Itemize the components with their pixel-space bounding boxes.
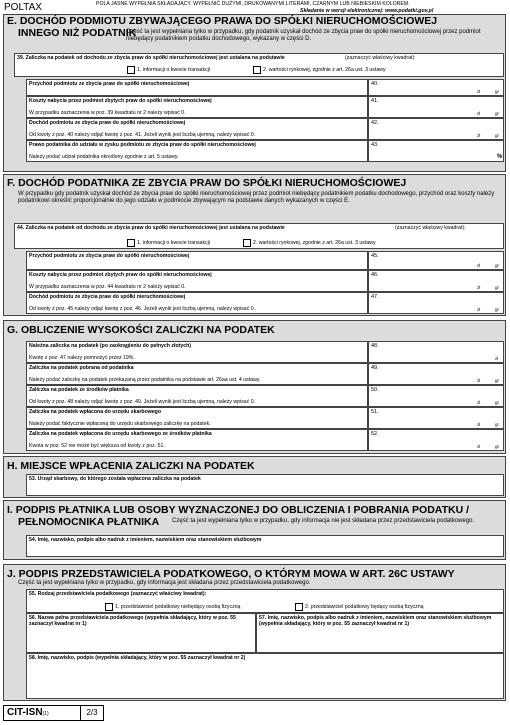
- field-47[interactable]: 47. zł gr: [368, 292, 504, 314]
- form-code: CIT-ISN(1): [3, 705, 81, 721]
- field-57[interactable]: 57. Imię, nazwisko, podpis albo nadruk z imieniem, nazwiskiem oraz stanowiskiem służbowym (wypełnia składający, który w poz. 55 zaznaczył kwadrat nr 1): [256, 613, 504, 653]
- field-40-label-box: Przychód podmiotu ze zbycia praw do spółki nieruchomościowej: [26, 79, 368, 96]
- field-45[interactable]: 45. zł gr: [368, 251, 504, 270]
- section-j-title: J. PODPIS PRZEDSTAWICIELA PODATKOWEGO, O KTÓRYM MOWA W ART. 26C USTAWY: [7, 568, 455, 580]
- field-42[interactable]: 42. zł gr: [368, 118, 504, 140]
- section-g: G. OBLICZENIE WYSOKOŚCI ZALICZKI NA PODATEK Należna zaliczka na podatek (po zaokrągleniu do pełnych złotych) Kwotę z poz. 47 należy pomnożyć przez 19%. 48. zł Zaliczka na podatek pobrana od podatnika Należy podać zaliczkę na podatek przekazaną przez podatnika na podstawie art. 26aa ust. 4 ustawy. 49. zł gr Zaliczka na podatek ze środków płatnika Od kwoty z poz. 48 należy odjąć kwotę z poz. 49. Jeżeli wynik jest liczbą ujemną, należy wpisać 0. 50. zł gr Zaliczka na podatek wpłacona do urzędu skarbowego Należy podać faktycznie wpłaconą do urzędu skarbowego zaliczkę na podatek. 51. zł gr Zaliczka na podatek wpłacona do urzędu skarbowego ze środków płatnika Kwota w poz. 52 nie może być większa od kwoty z poz. 51. 52. zł gr: [3, 320, 506, 454]
- field-46-label-box: Koszty nabycia przez podmiot zbytych praw do spółki nieruchomościowej W przypadku zaznaczenia w poz. 44 kwadratu nr 2 należy wpisać 0.: [26, 270, 368, 292]
- section-e-desc: Część ta jest wypełniana tylko w przypadku, gdy podatnik uzyskał dochód ze zbycia praw do spółki nieruchomościowej przez podmiot niebędący podatnikiem podatku dochodowego, wykazany w części D.: [126, 29, 481, 43]
- field-50[interactable]: 50. zł gr: [368, 385, 504, 407]
- field-41[interactable]: 41. zł gr: [368, 96, 504, 118]
- field-55: 55. Rodzaj przedstawiciela podatkowego (zaznaczyć właściwy kwadrat): 1. przedstawiciel podatkowy niebędący osobą fizyczną 2. przedstawiciel podatkowy będący osobą fizyczną: [26, 589, 504, 613]
- field-46[interactable]: 46. zł gr: [368, 270, 504, 292]
- field-42-label-box: Dochód podmiotu ze zbycia praw do spółki nieruchomościowej Od kwoty z poz. 40 należy odjąć kwotę z poz. 41. Jeżeli wynik jest liczbą ujemną, należy wpisać 0.: [26, 118, 368, 140]
- section-i-title: I. PODPIS PŁATNIKA LUB OSOBY WYZNACZONEJ DO OBLICZENIA I POBRANIA PODATKU /: [7, 504, 470, 516]
- section-e-title2: INNEGO NIŻ PODATNIK: [18, 27, 137, 39]
- field-54[interactable]: 54. Imię, nazwisko, podpis albo nadruk z imieniem, nazwiskiem oraz stanowiskiem służbowym: [26, 535, 504, 557]
- field-47-label-box: Dochód podmiotu ze zbycia praw do spółki nieruchomościowej Od kwoty z poz. 45 należy odjąć kwotę z poz. 46. Jeżeli wynik jest liczbą ujemną, należy wpisać 0.: [26, 292, 368, 314]
- field-39-label: 39. Zaliczka na podatek od dochodu ze zbycia praw do spółki nieruchomościowej jest ustalana na podstawie: [17, 55, 285, 61]
- section-f-title: F. DOCHÓD PODATNIKA ZE ZBYCIA PRAW DO SPÓŁKI NIERUCHOMOŚCIOWEJ: [7, 177, 407, 189]
- section-h: [3, 456, 506, 498]
- checkbox-39-2[interactable]: [253, 66, 261, 74]
- field-52[interactable]: 52. zł gr: [368, 429, 504, 451]
- section-e: [3, 14, 506, 172]
- header-note-electronic: Składanie w wersji elektronicznej: www.podatki.gov.pl: [300, 8, 434, 14]
- page-number: 2/3: [80, 705, 104, 721]
- checkbox-44-2[interactable]: [243, 239, 251, 247]
- section-i-desc: Część ta jest wypełniana tylko w przypadku, gdy informacja nie jest składana przez przedstawiciela podatkowego.: [172, 518, 475, 524]
- field-39: 39. Zaliczka na podatek od dochodu ze zbycia praw do spółki nieruchomościowej jest ustalana na podstawie (zaznaczyć właściwy kwadrat): 1. informacji o kwocie transakcji 2. wartości rynkowej, zgodnie z art. 26a ust. 3 ustawy: [14, 53, 504, 77]
- field-56[interactable]: 56. Nazwa pełna przedstawiciela podatkowego (wypełnia składający, który w poz. 55 zaznaczył kwadrat nr 1): [26, 613, 256, 653]
- section-f: [3, 174, 506, 316]
- section-j: [3, 564, 506, 701]
- header-note: POLA JASNE WYPEŁNIA SKŁADAJĄCY. WYPEŁNIĆ DUŻYMI, DRUKOWANYMI LITERAMI, CZARNYM LUB NIEBIESKIM KOLOREM.: [96, 1, 410, 7]
- field-45-label-box: Przychód podmiotu ze zbycia praw do spółki nieruchomościowej: [26, 251, 368, 270]
- checkbox-55-2[interactable]: [295, 603, 303, 611]
- section-i: [3, 500, 506, 560]
- field-41-label-box: Koszty nabycia przez podmiot zbytych praw do spółki nieruchomościowej W przypadku zaznaczenia w poz. 39 kwadratu nr 2 należy wpisać 0.: [26, 96, 368, 118]
- checkbox-39-1[interactable]: [127, 66, 135, 74]
- field-49[interactable]: 49. zł gr: [368, 363, 504, 385]
- section-i-title2: PEŁNOMOCNIKA PŁATNIKA: [18, 516, 160, 528]
- checkbox-44-1[interactable]: [127, 239, 135, 247]
- section-j-desc: Część ta jest wypełniana tylko w przypadku, gdy informacja jest składana przez przedstawiciela podatkowego.: [18, 580, 311, 586]
- section-f-desc: W przypadku gdy podatnik uzyskał dochód ze zbycia praw do spółki nieruchomościowej przez podmiot niebędący podatnikiem podatku dochodowego, przychód oraz koszty należy podatnikowi określić proporcjonalnie do jego udziału w podmiocie zbywającym na podstawie danych wykazanych w części E.: [18, 191, 495, 205]
- field-43-label-box: Prawo podatnika do udziału w zysku podmiotu ze zbycia praw do spółki nieruchomościowej Należy podać udział podatnika określony zgodnie z art. 5 ustawy.: [26, 140, 368, 162]
- field-40[interactable]: 40. zł gr: [368, 79, 504, 96]
- field-44: 44. Zaliczka na podatek od dochodu ze zbycia praw do spółki nieruchomościowej jest ustalana na podstawie (zaznaczyć właściwy kwadrat): 1. informacji o kwocie transakcji 2. wartości rynkowej, zgodnie z art. 26a ust. 3 ustawy: [14, 223, 504, 249]
- section-g-title: G. OBLICZENIE WYSOKOŚCI ZALICZKI NA PODATEK: [7, 324, 275, 336]
- field-43[interactable]: 43. %: [368, 140, 504, 162]
- field-53[interactable]: 53. Urząd skarbowy, do którego została wpłacona zaliczka na podatek: [26, 474, 504, 496]
- section-e-title: E. DOCHÓD PODMIOTU ZBYWAJĄCEGO PRAWA DO SPÓŁKI NIERUCHOMOŚCIOWEJ: [7, 15, 438, 27]
- field-51[interactable]: 51. zł gr: [368, 407, 504, 429]
- field-48[interactable]: 48. zł: [368, 341, 504, 363]
- checkbox-55-1[interactable]: [105, 603, 113, 611]
- form-version: (1): [42, 711, 49, 717]
- section-h-title: H. MIEJSCE WPŁACENIA ZALICZKI NA PODATEK: [7, 460, 255, 472]
- poltax-label: POLTAX: [4, 2, 42, 13]
- field-58[interactable]: 58. Imię, nazwisko, podpis (wypełnia składający, który w poz. 55 zaznaczył kwadrat nr 2): [26, 653, 504, 699]
